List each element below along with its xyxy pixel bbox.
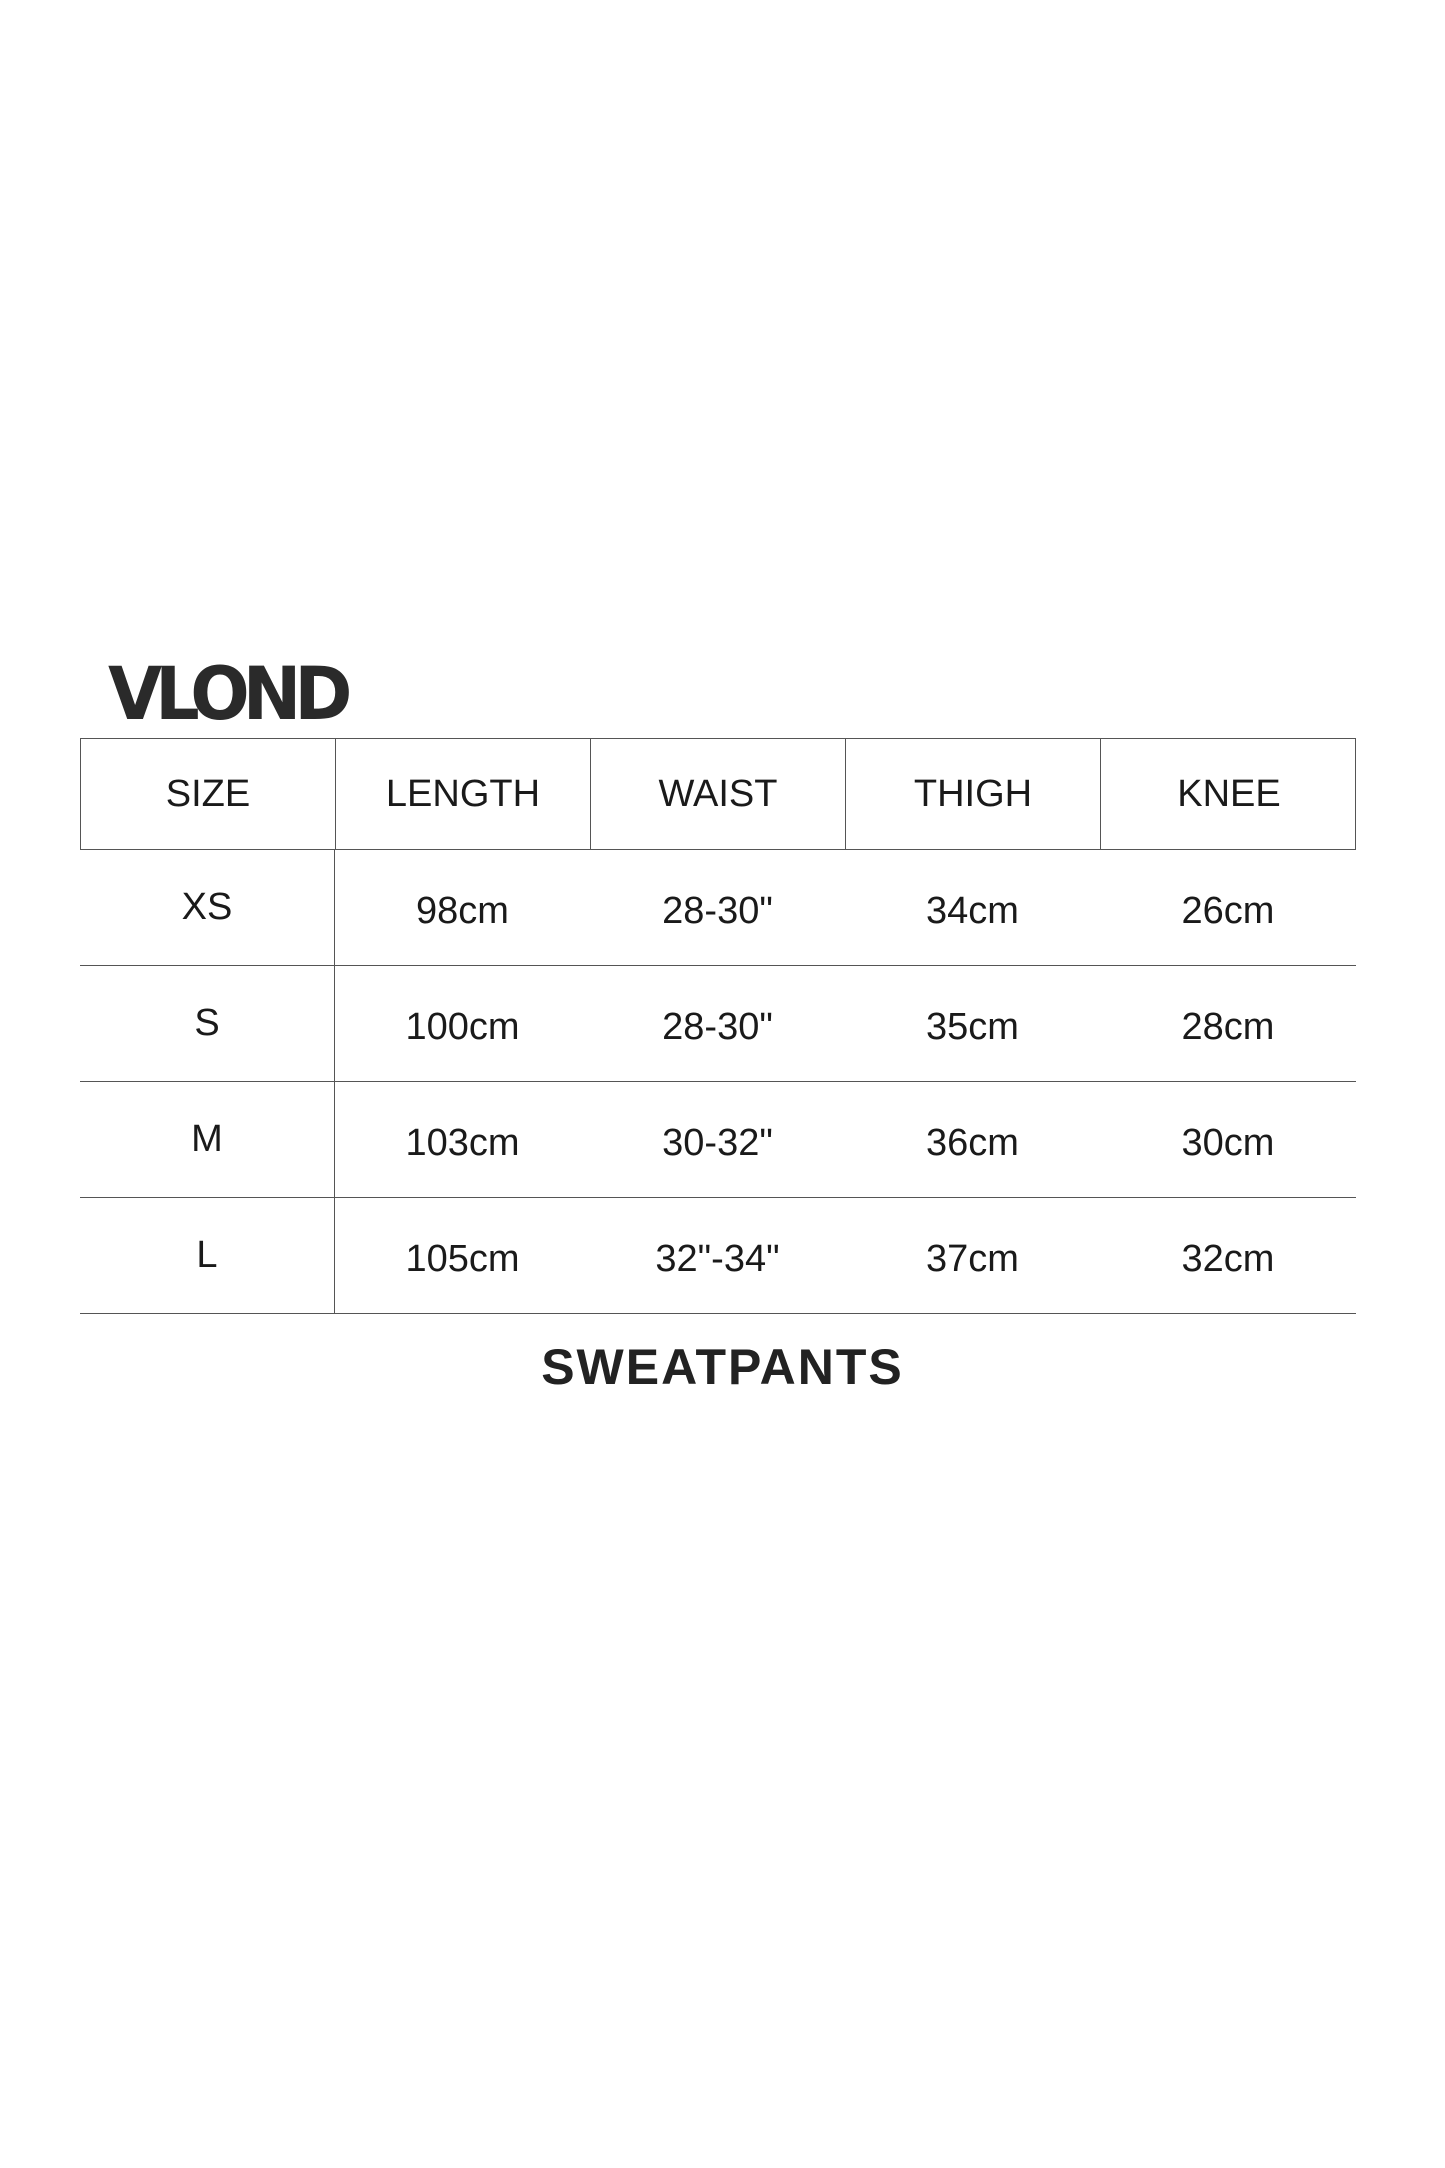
size-cell: S xyxy=(80,966,335,1081)
thigh-cell: 37cm xyxy=(926,1238,1019,1280)
table-row xyxy=(80,966,1356,1082)
waist-cell: 28-30" xyxy=(662,890,773,932)
size-cell: M xyxy=(80,1082,335,1197)
thigh-cell: 34cm xyxy=(926,890,1019,932)
length-cell: 98cm xyxy=(416,890,509,932)
knee-cell: 28cm xyxy=(1181,1006,1275,1048)
product-caption: SWEATPANTS xyxy=(541,1339,904,1395)
thigh-cell: 35cm xyxy=(926,1006,1019,1048)
length-cell: 100cm xyxy=(405,1006,520,1048)
size-cell: XS xyxy=(80,850,335,965)
knee-cell: 30cm xyxy=(1181,1122,1275,1164)
size-chart-table xyxy=(80,738,1356,1314)
waist-cell: 28-30" xyxy=(662,1006,773,1048)
length-cell: 103cm xyxy=(405,1122,520,1164)
table-row xyxy=(80,1082,1356,1198)
size-cell: L xyxy=(80,1198,335,1313)
knee-cell: 32cm xyxy=(1181,1238,1275,1280)
brand-logo xyxy=(108,650,346,738)
table-row xyxy=(80,1198,1356,1314)
table-header-row xyxy=(80,738,1356,850)
waist-cell: 30-32" xyxy=(662,1122,773,1164)
thigh-cell: 36cm xyxy=(926,1122,1019,1164)
table-row xyxy=(80,850,1356,966)
knee-cell: 26cm xyxy=(1181,890,1275,932)
header-knee: KNEE xyxy=(1177,772,1281,815)
header-thigh: THIGH xyxy=(846,739,1101,849)
header-waist: WAIST xyxy=(591,739,846,849)
logo-text: VLOND xyxy=(108,650,346,738)
header-size: SIZE xyxy=(81,739,336,849)
length-cell: 105cm xyxy=(405,1238,520,1280)
header-length: LENGTH xyxy=(336,739,591,849)
waist-cell: 32"-34" xyxy=(655,1238,780,1280)
